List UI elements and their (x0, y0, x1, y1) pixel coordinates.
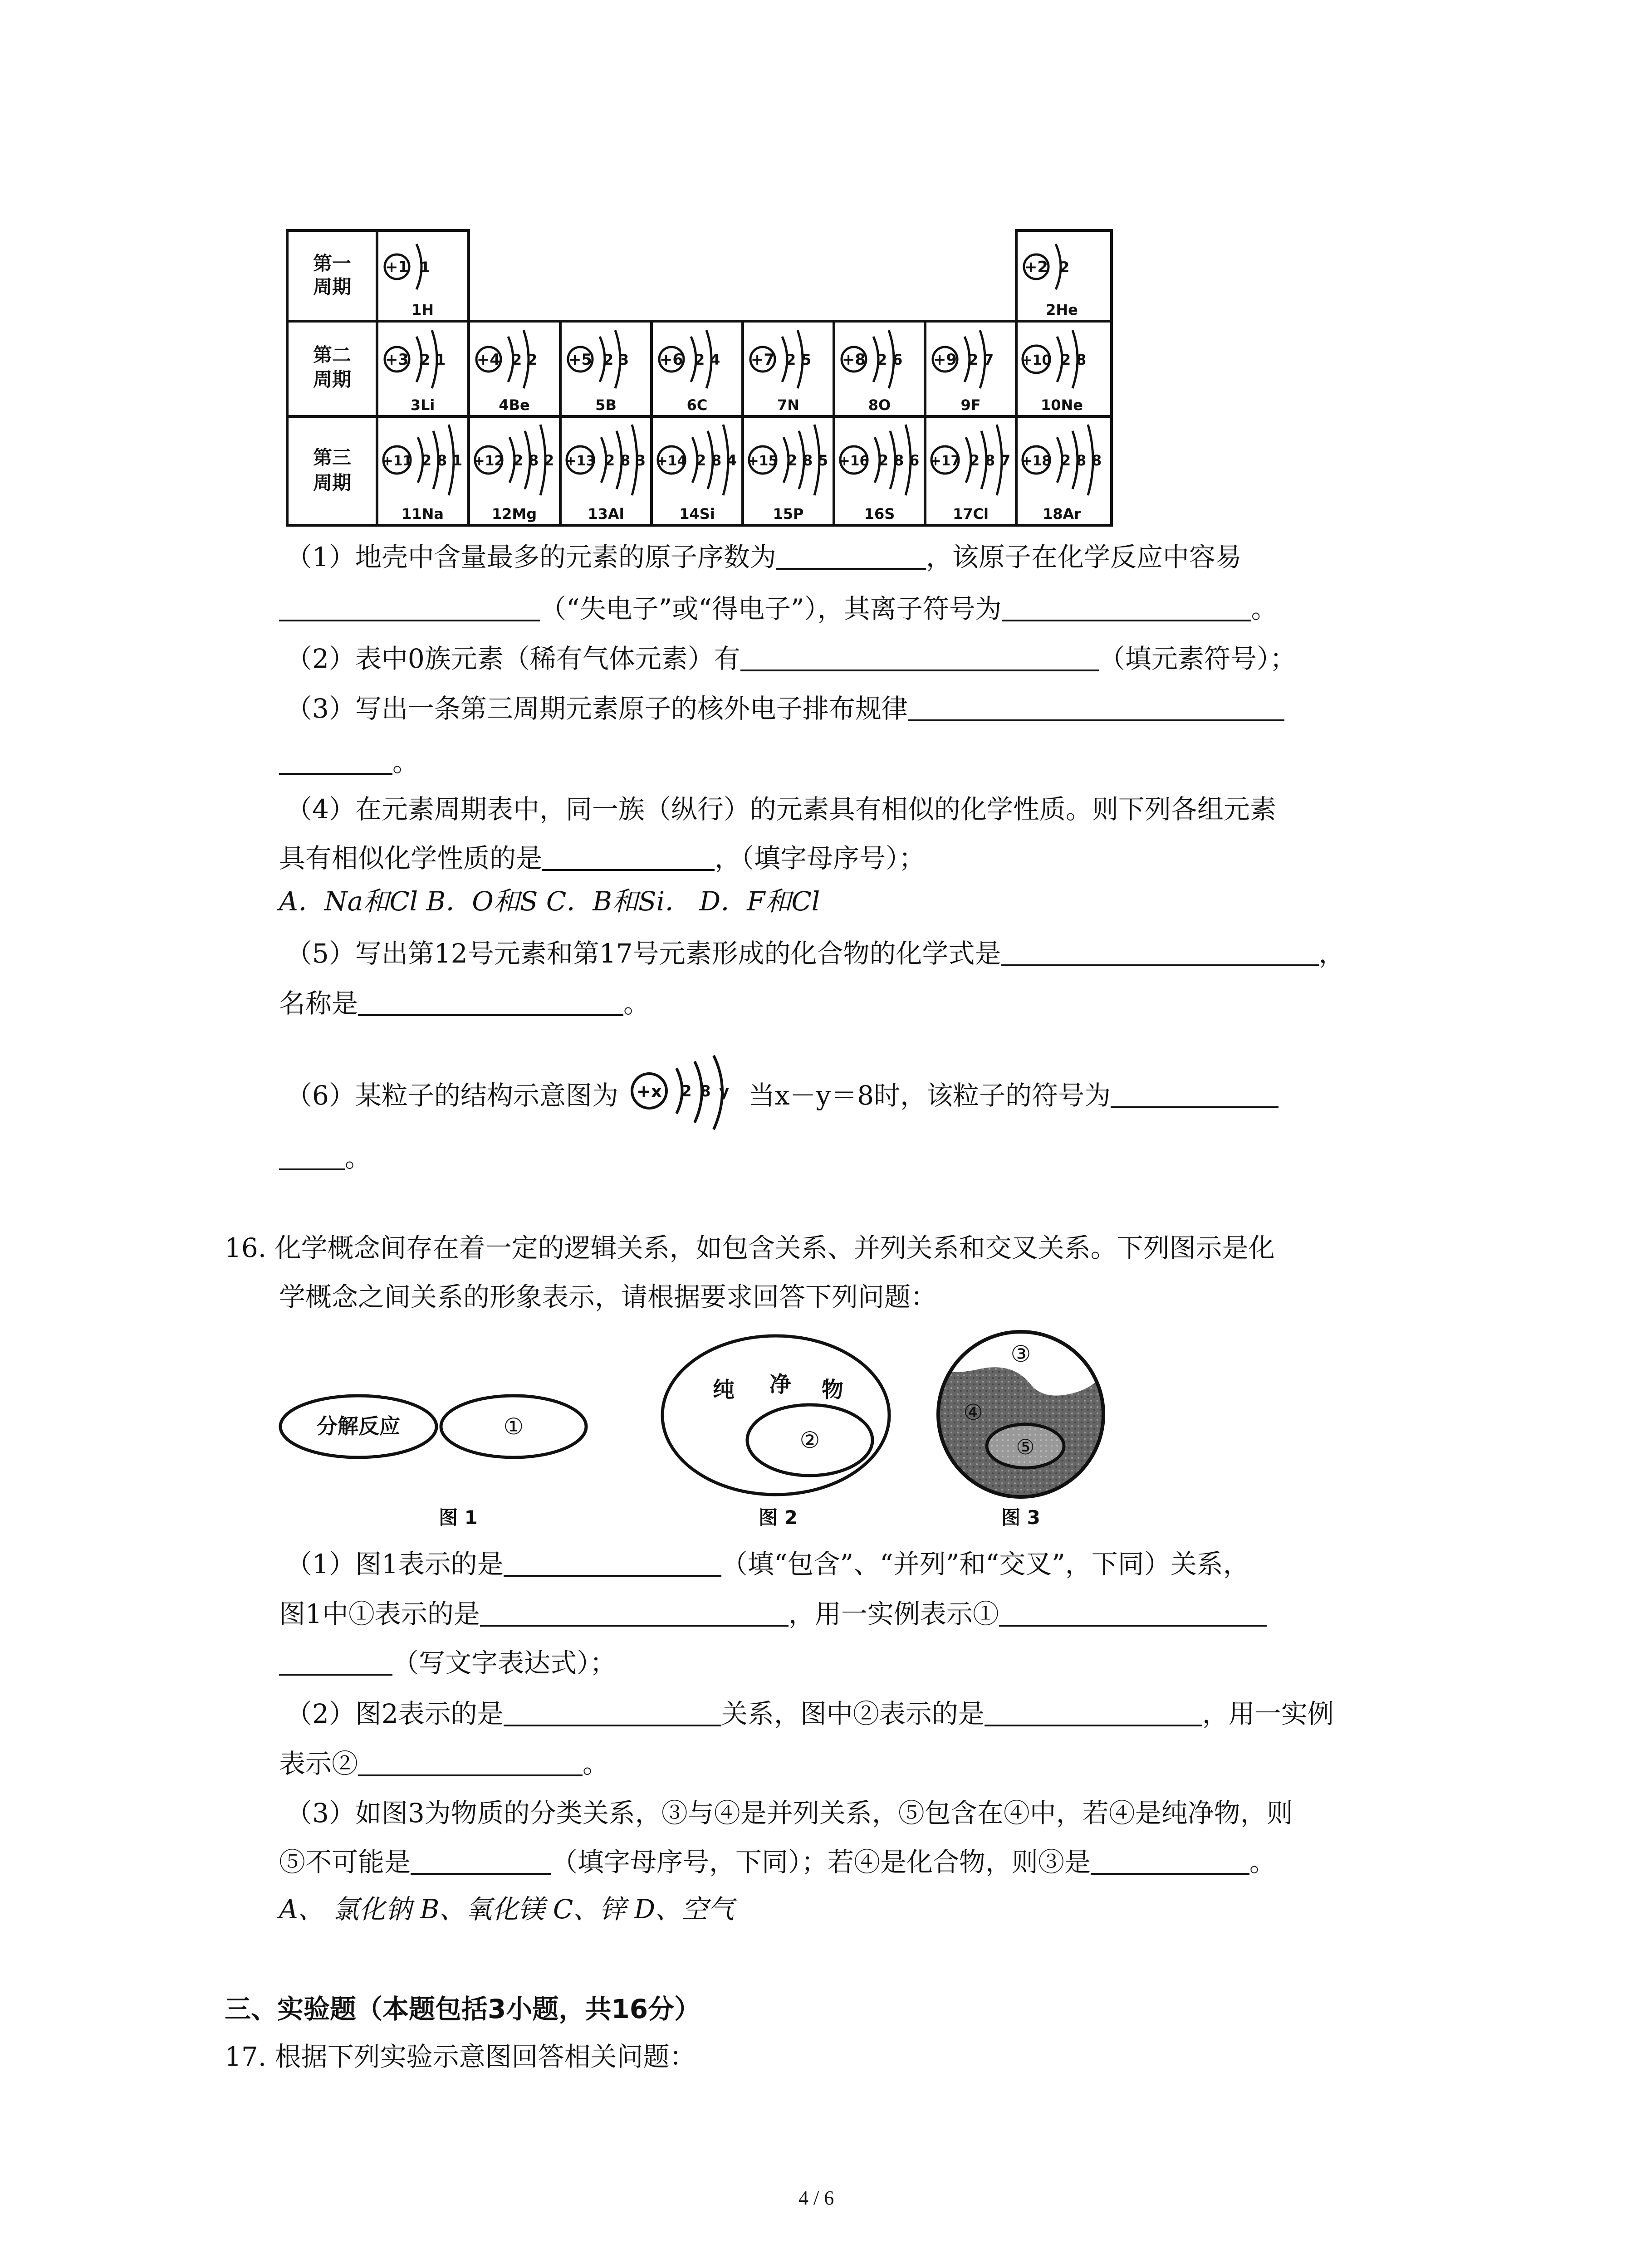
concept-relation-figures (277, 1329, 1275, 1533)
element-label: 8O (868, 396, 891, 414)
shell-electron-count: 2 (605, 452, 615, 469)
shell-electron-count: 8 (894, 452, 904, 469)
shell-electron-count: 8 (711, 452, 722, 469)
svg-text:+x: +x (637, 1081, 662, 1101)
shell-electron-count: 2 (513, 452, 524, 469)
element-label: 2He (1046, 301, 1078, 318)
element-label: 3Li (410, 396, 435, 414)
atom-15P (748, 425, 828, 523)
answer-blank[interactable] (358, 1750, 583, 1776)
row-label-1b: 周期 (313, 276, 352, 298)
atom-6C (659, 330, 720, 414)
shell-electron-count: 2 (696, 452, 706, 469)
answer-blank[interactable] (504, 1700, 721, 1726)
atom-7N (750, 330, 811, 414)
shell-electron-count: 1 (420, 259, 431, 276)
q15-part3-line1: （3）写出一条第三周期元素原子的核外电子排布规律 (286, 695, 1284, 722)
element-label: 14Si (679, 505, 715, 523)
q15-part6-line2: 。 (279, 1144, 371, 1171)
atom-16S (839, 425, 920, 523)
fig1-left-label: 分解反应 (317, 1414, 400, 1438)
shell-electron-count: 2 (1059, 259, 1070, 276)
shell-electron-count: 2 (527, 351, 538, 368)
answer-blank[interactable] (985, 1700, 1202, 1726)
q16-part1-line3: （写文字表达式）； (279, 1649, 616, 1676)
q16-stem-line2: 学概念之间关系的形象表示，请根据要求回答下列问题： (279, 1281, 937, 1312)
answer-blank[interactable] (908, 695, 1284, 721)
atom-18Ar (1021, 425, 1102, 523)
answer-blank[interactable] (358, 990, 623, 1016)
answer-blank[interactable] (999, 1600, 1267, 1627)
fig3-label-4: ④ (963, 1400, 983, 1425)
shell-electron-count: 5 (801, 351, 812, 368)
q15-part4-line2: 具有相似化学性质的是 ，（填字母序号）； (279, 843, 926, 874)
shell-electron-count: 3 (619, 351, 629, 368)
element-label: 5B (595, 396, 617, 414)
shell-electron-count: 8 (803, 452, 813, 469)
fig1-right-label: ① (503, 1413, 524, 1440)
q15-part6-line1: （6）某粒子的结构示意图为 +x 2 8 y 当x－y＝8时，该粒子的符号为 (286, 1055, 1279, 1132)
row-label-3a: 第三 (313, 446, 352, 469)
fig1-caption: 图 1 (439, 1506, 478, 1529)
atom-3Li (385, 330, 446, 414)
shell-electron-count: 6 (892, 351, 903, 368)
answer-blank[interactable] (480, 1600, 789, 1627)
atom-14Si (656, 425, 737, 523)
nucleus-charge: +14 (656, 453, 687, 469)
element-label: 9F (960, 396, 981, 414)
atom-9F (933, 330, 994, 414)
shell-electron-count: 7 (1000, 452, 1011, 469)
page-number: 4 / 6 (798, 2187, 834, 2209)
nucleus-charge: +12 (473, 453, 504, 469)
nucleus-charge: +8 (842, 351, 866, 369)
nucleus-charge: +11 (382, 453, 412, 469)
fig2-inner-label: ② (799, 1427, 820, 1453)
nucleus-charge: +13 (565, 453, 596, 469)
answer-blank[interactable] (279, 595, 540, 621)
row-label-3b: 周期 (313, 472, 352, 494)
answer-blank[interactable] (279, 1144, 345, 1170)
q16-part3-line1: （3）如图3为物质的分类关系，③与④是并列关系，⑤包含在④中，若④是纯净物，则 (286, 1798, 1293, 1828)
nucleus-charge: +5 (568, 351, 593, 369)
nucleus-charge: +6 (659, 351, 684, 369)
svg-text:8: 8 (700, 1082, 711, 1100)
periodic-table-figure (286, 229, 1116, 528)
shell-electron-count: 8 (1076, 351, 1087, 368)
element-label: 10Ne (1040, 396, 1083, 414)
shell-electron-count: 4 (710, 351, 720, 368)
atom-8O (842, 330, 902, 414)
shell-electron-count: 2 (1061, 351, 1071, 368)
element-label: 16S (864, 505, 895, 523)
shell-electron-count: 1 (436, 351, 446, 368)
q15-part4-options: A．Na和Cl B．O和S C．B和Si． D．F和Cl (279, 886, 820, 917)
shell-electron-count: 8 (437, 452, 447, 469)
element-label: 11Na (402, 505, 444, 523)
svg-text:2: 2 (681, 1082, 692, 1100)
element-label: 7N (777, 396, 800, 414)
q16-part1-line1: （1）图1表示的是 （填“包含”、“并列”和“交叉”，下同）关系， (286, 1549, 1249, 1579)
shell-electron-count: 8 (1076, 452, 1087, 469)
shell-electron-count: 5 (818, 452, 828, 469)
atom-H (385, 244, 434, 318)
q15-part1-line1: （1）地壳中含量最多的元素的原子序数为 ，该原子在化学反应中容易 (286, 542, 1242, 572)
svg-text:y: y (719, 1082, 730, 1100)
element-label: 18Ar (1042, 505, 1082, 523)
svg-text:物: 物 (821, 1377, 844, 1403)
answer-blank[interactable] (1001, 940, 1319, 966)
q16-part2-line1: （2）图2表示的是 关系，图中②表示的是 ，用一实例 (286, 1698, 1334, 1729)
shell-electron-count: 2 (968, 351, 979, 368)
fig3-caption: 图 3 (1001, 1506, 1040, 1529)
element-label: 6C (686, 396, 708, 414)
shell-electron-count: 2 (1061, 452, 1071, 469)
element-label: 1H (411, 301, 434, 318)
q15-part3-line2: 。 (279, 748, 419, 775)
shell-electron-count: 2 (877, 351, 887, 368)
shell-electron-count: 4 (727, 452, 737, 469)
element-label: 4Be (499, 396, 530, 414)
row-label-2a: 第二 (313, 344, 352, 366)
answer-blank[interactable] (1002, 595, 1251, 621)
nucleus-charge: +18 (1021, 453, 1052, 469)
element-label: 15P (773, 505, 804, 523)
nucleus-charge: +9 (933, 351, 957, 369)
nucleus-charge: +10 (1021, 352, 1052, 368)
element-label: 17Cl (953, 505, 989, 523)
answer-blank[interactable] (776, 543, 926, 570)
nucleus-charge: +17 (930, 453, 960, 469)
nucleus-charge: +1 (385, 258, 409, 276)
shell-electron-count: 6 (909, 452, 920, 469)
shell-electron-count: 2 (787, 452, 798, 469)
q15-part2: （2）表中0族元素（稀有气体元素）有 （填元素符号）； (286, 643, 1296, 674)
shell-electron-count: 2 (512, 351, 522, 368)
svg-text:净: 净 (769, 1372, 792, 1397)
fig3-label-5: ⑤ (1016, 1435, 1035, 1459)
answer-blank[interactable] (1111, 1082, 1279, 1108)
shell-electron-count: 8 (985, 452, 995, 469)
shell-electron-count: 1 (452, 452, 463, 469)
answer-blank[interactable] (740, 645, 1099, 671)
atom-He (1024, 244, 1078, 318)
atom-10Ne (1021, 330, 1087, 414)
shell-electron-count: 2 (695, 351, 705, 368)
answer-blank[interactable] (279, 1649, 392, 1676)
nucleus-charge: +2 (1024, 258, 1048, 276)
particle-structure-diagram (627, 1055, 740, 1132)
q15-part1-line2: （“失电子”或“得电子”），其离子符号为 。 (279, 595, 1278, 622)
answer-blank[interactable] (1091, 1848, 1249, 1875)
nucleus-charge: +3 (385, 351, 409, 369)
nucleus-charge: +7 (750, 351, 775, 369)
shell-electron-count: 2 (544, 452, 554, 469)
q16-part2-line2: 表示② 。 (279, 1748, 609, 1779)
q15-part5-line2: 名称是 。 (279, 988, 650, 1019)
shell-electron-count: 3 (636, 452, 646, 469)
q16-part3-line2: ⑤不可能是 （填字母序号，下同）；若④是化合物，则③是 。 (279, 1847, 1276, 1877)
shell-electron-count: 2 (786, 351, 796, 368)
row-label-2b: 周期 (313, 368, 352, 391)
shell-electron-count: 8 (1092, 452, 1102, 469)
element-label: 12Mg (491, 505, 537, 523)
q16-stem-line1: 16. 化学概念间存在着一定的逻辑关系，如包含关系、并列关系和交叉关系。下列图示是化 (225, 1232, 1275, 1263)
shell-electron-count: 8 (529, 452, 539, 469)
q16-part3-options: A、 氯化钠 B、氧化镁 C、锌 D、空气 (279, 1894, 735, 1925)
atom-11Na (382, 425, 463, 523)
shell-electron-count: 2 (603, 351, 614, 368)
shell-electron-count: 7 (984, 351, 994, 368)
answer-blank[interactable] (411, 1848, 551, 1875)
nucleus-charge: +16 (838, 453, 869, 469)
row-label-1a: 第一 (313, 252, 352, 274)
shell-electron-count: 2 (420, 351, 431, 368)
q16-part1-line2: 图1中①表示的是 ，用一实例表示① (279, 1600, 1267, 1627)
element-label: 13Al (588, 505, 624, 523)
shell-electron-count: 8 (620, 452, 631, 469)
q17-stem: 17. 根据下列实验示意图回答相关问题： (225, 2041, 696, 2072)
fig3-label-3: ③ (1010, 1341, 1031, 1367)
atom-17Cl (930, 425, 1011, 523)
fig2-caption: 图 2 (759, 1506, 798, 1529)
shell-electron-count: 2 (970, 452, 980, 469)
answer-blank[interactable] (504, 1550, 721, 1577)
atom-12Mg (474, 425, 554, 523)
shell-electron-count: 2 (878, 452, 889, 469)
section-heading: 三、实验题（本题包括3小题，共16分） (225, 1994, 701, 2024)
answer-blank[interactable] (542, 845, 715, 871)
q15-part5-line1: （5）写出第12号元素和第17号元素形成的化合物的化学式是 ， (286, 938, 1345, 969)
q15-part4-line1: （4）在元素周期表中，同一族（纵行）的元素具有相似的化学性质。则下列各组元素 (286, 794, 1276, 825)
shell-electron-count: 2 (421, 452, 432, 469)
nucleus-charge: +15 (747, 453, 778, 469)
atom-4Be (476, 330, 537, 414)
answer-blank[interactable] (279, 748, 392, 775)
svg-text:纯: 纯 (712, 1377, 735, 1403)
atom-13Al (565, 425, 646, 523)
nucleus-charge: +4 (476, 351, 501, 369)
atom-5B (568, 330, 629, 414)
